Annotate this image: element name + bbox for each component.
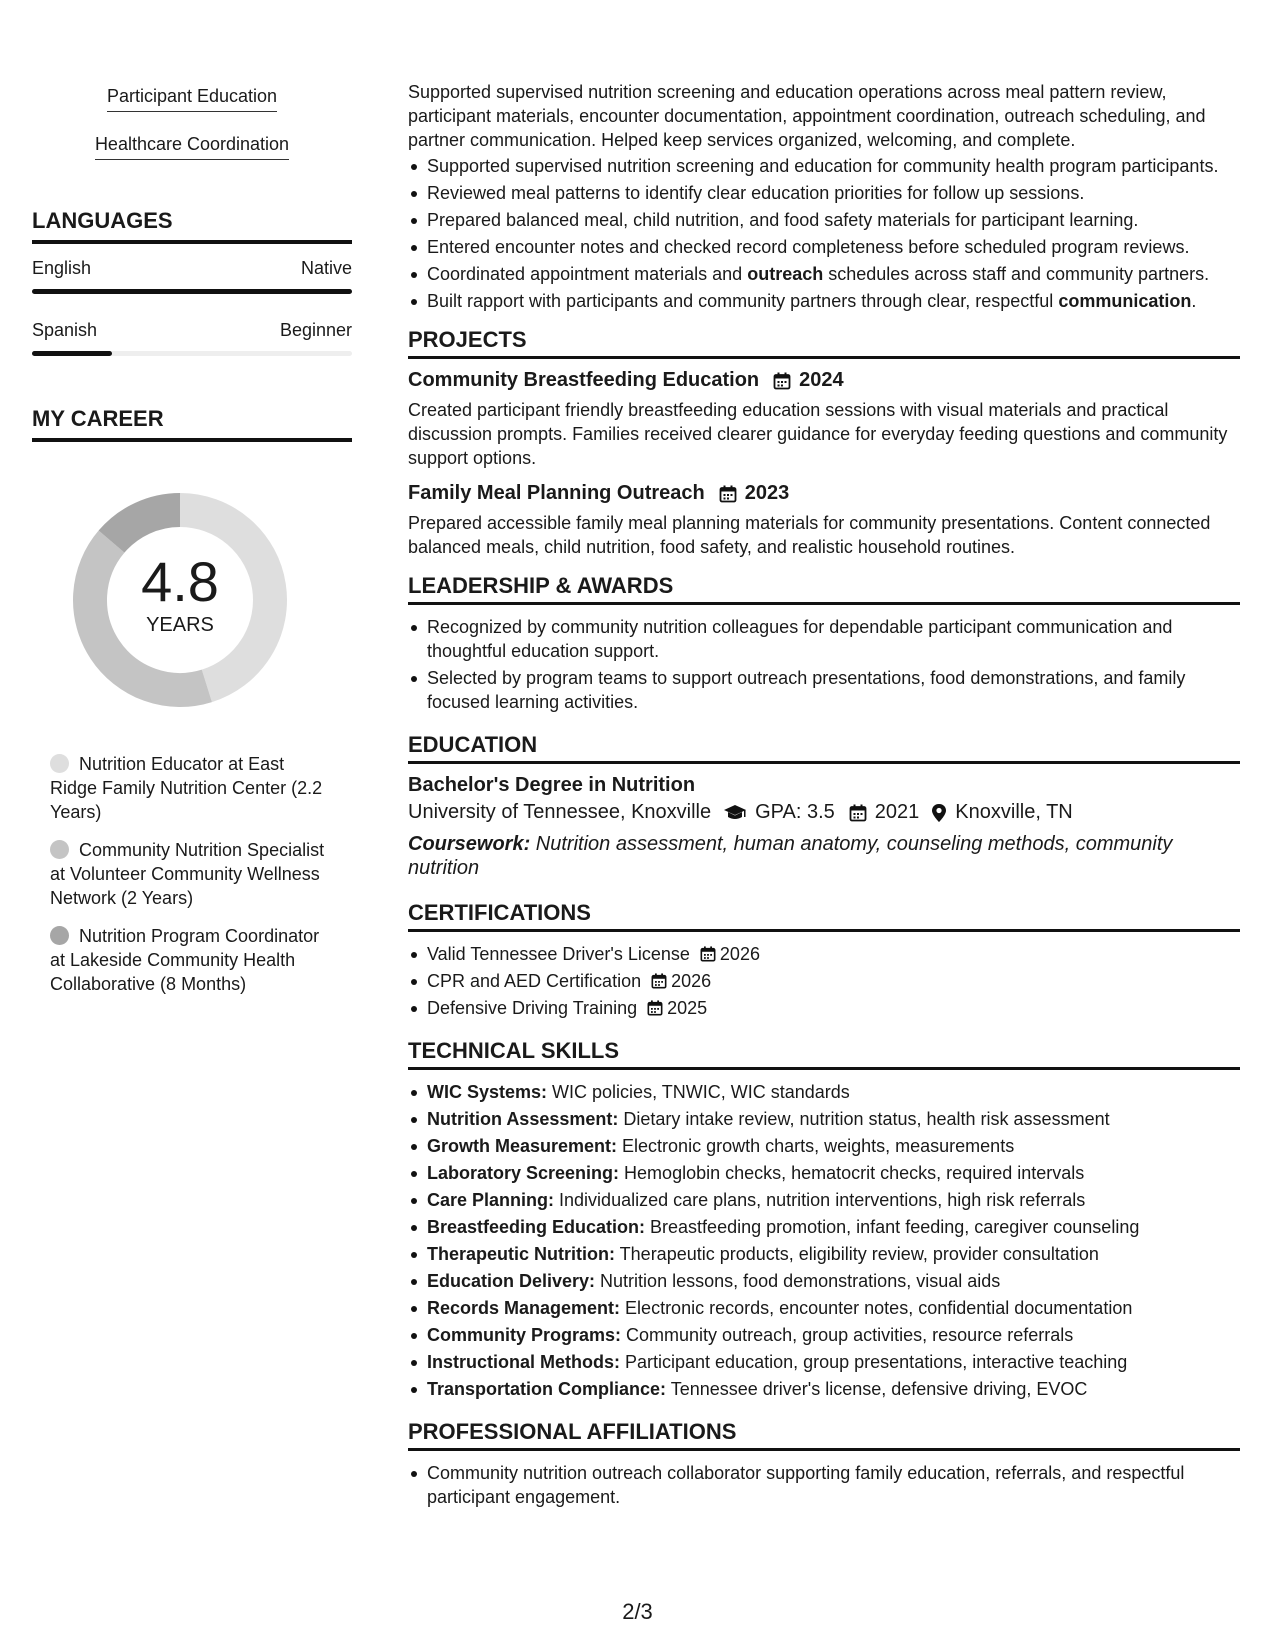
leadership-item: Recognized by community nutrition colleagues for dependable participant communication and thoughtful education support. [408, 615, 1240, 663]
bullet-text: schedules across staff and community partners. [823, 264, 1210, 284]
certification-year: 2026 [671, 971, 712, 991]
project-year: 2024 [799, 369, 844, 391]
skill-item [408, 1161, 1240, 1185]
experience-bullet: Reviewed meal patterns to identify clear education priorities for follow up sessions. [408, 181, 1240, 205]
career-total-unit: YEARS [146, 614, 214, 636]
project-title: Family Meal Planning Outreach [408, 482, 705, 504]
bullet-text: Coordinated appointment materials and [427, 264, 748, 284]
career-section [32, 406, 352, 996]
technical-skills-heading: TECHNICAL SKILLS [408, 1038, 1240, 1070]
skill-label: Records Management: [427, 1298, 621, 1318]
calendar-icon [700, 946, 716, 962]
skill-tag: Participant Education [107, 86, 277, 112]
coursework-text: Nutrition assessment, human anatomy, counseling methods, community nutrition [408, 833, 1173, 879]
language-row [32, 258, 352, 279]
skill-item [408, 1323, 1240, 1347]
skill-tag: Healthcare Coordination [95, 134, 289, 160]
affiliations-list [408, 1461, 1240, 1509]
skill-label: Growth Measurement: [427, 1136, 618, 1156]
experience-bullet: Entered encounter notes and checked record completeness before scheduled program reviews. [408, 235, 1240, 259]
language-level: Native [300, 258, 352, 278]
skill-label: Education Delivery: [427, 1271, 596, 1291]
skill-label: Laboratory Screening: [427, 1163, 620, 1183]
skill-value: Dietary intake review, nutrition status, health risk assessment [618, 1109, 1110, 1129]
gpa: GPA: 3.5 [755, 801, 835, 823]
certifications-heading: CERTIFICATIONS [408, 900, 1240, 932]
skill-value: Therapeutic products, eligibility review, provider consultation [615, 1244, 1099, 1264]
language-proficiency-bar [32, 289, 352, 294]
languages-heading: LANGUAGES [32, 208, 352, 244]
career-item-text: Nutrition Program Coordinator at Lakeside Community Health Collaborative (8 Months) [50, 926, 320, 994]
calendar-icon [719, 485, 737, 503]
project-title: Community Breastfeeding Education [408, 369, 760, 391]
page-number: 2/3 [622, 1599, 653, 1624]
skill-item [408, 1350, 1240, 1374]
skill-value: Tennessee driver's license, defensive driving, EVOC [666, 1379, 1088, 1399]
experience-bullet [408, 262, 1240, 286]
bullet-text: Built rapport with participants and community partners through clear, respectful [427, 291, 1059, 311]
education-heading: EDUCATION [408, 732, 1240, 764]
certification-year: 2025 [667, 998, 708, 1018]
certification-name: CPR and AED Certification [427, 971, 642, 991]
language-level: Beginner [279, 320, 352, 340]
skill-item [408, 1377, 1240, 1401]
map-pin-icon [931, 803, 947, 823]
skill-tags [32, 86, 352, 176]
experience-bullet: Supported supervised nutrition screening and education for community health program participants. [408, 154, 1240, 178]
skill-value: Hemoglobin checks, hematocrit checks, required intervals [619, 1163, 1085, 1183]
skill-item [408, 1080, 1240, 1104]
skill-label: Care Planning: [427, 1190, 555, 1210]
sidebar [32, 86, 352, 1010]
certification-item [408, 996, 1240, 1020]
leadership-list [408, 615, 1240, 714]
project-entry [408, 482, 1240, 559]
career-heading: MY CAREER [32, 406, 352, 442]
skill-value: WIC policies, TNWIC, WIC standards [547, 1082, 850, 1102]
skill-item [408, 1215, 1240, 1239]
calendar-icon [651, 973, 667, 989]
skill-value: Individualized care plans, nutrition interventions, high risk referrals [554, 1190, 1086, 1210]
project-title-row [408, 369, 1240, 392]
skill-label: Nutrition Assessment: [427, 1109, 619, 1129]
certification-name: Defensive Driving Training [427, 998, 638, 1018]
project-title-row [408, 482, 1240, 505]
legend-dot-icon [50, 926, 69, 945]
leadership-item: Selected by program teams to support outreach presentations, food demonstrations, and family focused learning activities. [408, 666, 1240, 714]
skill-label: Community Programs: [427, 1325, 622, 1345]
legend-dot-icon [50, 754, 69, 773]
skill-value: Electronic records, encounter notes, confidential documentation [620, 1298, 1133, 1318]
experience-bullet [408, 289, 1240, 313]
graduation-cap-icon [723, 804, 747, 822]
coursework-label: Coursework: [408, 833, 531, 855]
school-name: University of Tennessee, Knoxville [408, 801, 712, 823]
legend-dot-icon [50, 840, 69, 859]
skill-label: WIC Systems: [427, 1082, 548, 1102]
leadership-heading: LEADERSHIP & AWARDS [408, 573, 1240, 605]
language-proficiency-fill [32, 351, 112, 356]
project-entry [408, 369, 1240, 470]
school-location: Knoxville, TN [955, 801, 1073, 823]
education-entry [408, 774, 1240, 880]
certification-name: Valid Tennessee Driver's License [427, 944, 690, 964]
calendar-icon [647, 1000, 663, 1016]
skill-value: Breastfeeding promotion, infant feeding, caregiver counseling [645, 1217, 1140, 1237]
calendar-icon [849, 804, 867, 822]
skill-item [408, 1269, 1240, 1293]
language-name: Spanish [32, 320, 98, 340]
affiliations-heading: PROFESSIONAL AFFILIATIONS [408, 1419, 1240, 1451]
career-donut-center [64, 484, 296, 716]
bullet-text: . [1191, 291, 1197, 311]
certification-item [408, 942, 1240, 966]
bullet-keyword: outreach [747, 264, 824, 284]
language-row [32, 320, 352, 341]
coursework [408, 832, 1240, 880]
technical-skills-list [408, 1080, 1240, 1401]
career-item [50, 838, 335, 910]
project-year: 2023 [744, 482, 790, 504]
skill-label: Therapeutic Nutrition: [427, 1244, 615, 1264]
skill-item [408, 1107, 1240, 1131]
certification-year: 2026 [719, 944, 760, 964]
experience-bullet: Prepared balanced meal, child nutrition, and food safety materials for participant learning. [408, 208, 1240, 232]
project-description: Created participant friendly breastfeeding education sessions with visual materials and practical discussion prompts. Families received clearer guidance for everyday feeding questions and community support options. [408, 400, 1228, 468]
language-name: English [32, 258, 92, 278]
career-item [50, 752, 335, 824]
main-content [408, 80, 1240, 1512]
project-description: Prepared accessible family meal planning materials for community presentations. Content connected balanced meals, child nutrition, food safety, and realistic household routines. [408, 513, 1211, 557]
calendar-icon [773, 372, 791, 390]
career-item-text: Community Nutrition Specialist at Volunteer Community Wellness Network (2 Years) [50, 840, 325, 908]
language-proficiency-fill [32, 289, 352, 294]
career-donut-chart [64, 484, 296, 716]
skill-item [408, 1296, 1240, 1320]
skill-item [408, 1242, 1240, 1266]
skill-item [408, 1188, 1240, 1212]
experience-bullets [408, 154, 1240, 313]
certifications-list [408, 942, 1240, 1020]
skill-label: Instructional Methods: [427, 1352, 620, 1372]
projects-heading: PROJECTS [408, 327, 1240, 359]
skill-label: Breastfeeding Education: [427, 1217, 646, 1237]
skill-value: Nutrition lessons, food demonstrations, visual aids [595, 1271, 1001, 1291]
certification-item [408, 969, 1240, 993]
career-item [50, 924, 335, 996]
skill-item [408, 1134, 1240, 1158]
career-item-text: Nutrition Educator at East Ridge Family Nutrition Center (2.2 Years) [50, 754, 323, 822]
bullet-keyword: communication [1058, 291, 1192, 311]
graduation-year: 2021 [874, 801, 920, 823]
skill-value: Participant education, group presentations, interactive teaching [620, 1352, 1128, 1372]
skill-label: Transportation Compliance: [427, 1379, 667, 1399]
education-details [408, 801, 1240, 824]
languages-section [32, 208, 352, 356]
career-list [50, 752, 335, 996]
experience-summary: Supported supervised nutrition screening and education operations across meal pattern review, participant materials, encounter documentation, appointment coordination, outreach scheduling, and partner communication. Helped keep services organized, welcoming, and complete. [408, 82, 1206, 150]
skill-value: Community outreach, group activities, resource referrals [621, 1325, 1074, 1345]
degree-title: Bachelor's Degree in Nutrition [408, 774, 696, 796]
skill-value: Electronic growth charts, weights, measurements [617, 1136, 1015, 1156]
career-total-years: 4.8 [141, 550, 219, 613]
language-proficiency-bar [32, 351, 352, 356]
affiliation-item: Community nutrition outreach collaborator supporting family education, referrals, and respectful participant engagement. [408, 1461, 1240, 1509]
